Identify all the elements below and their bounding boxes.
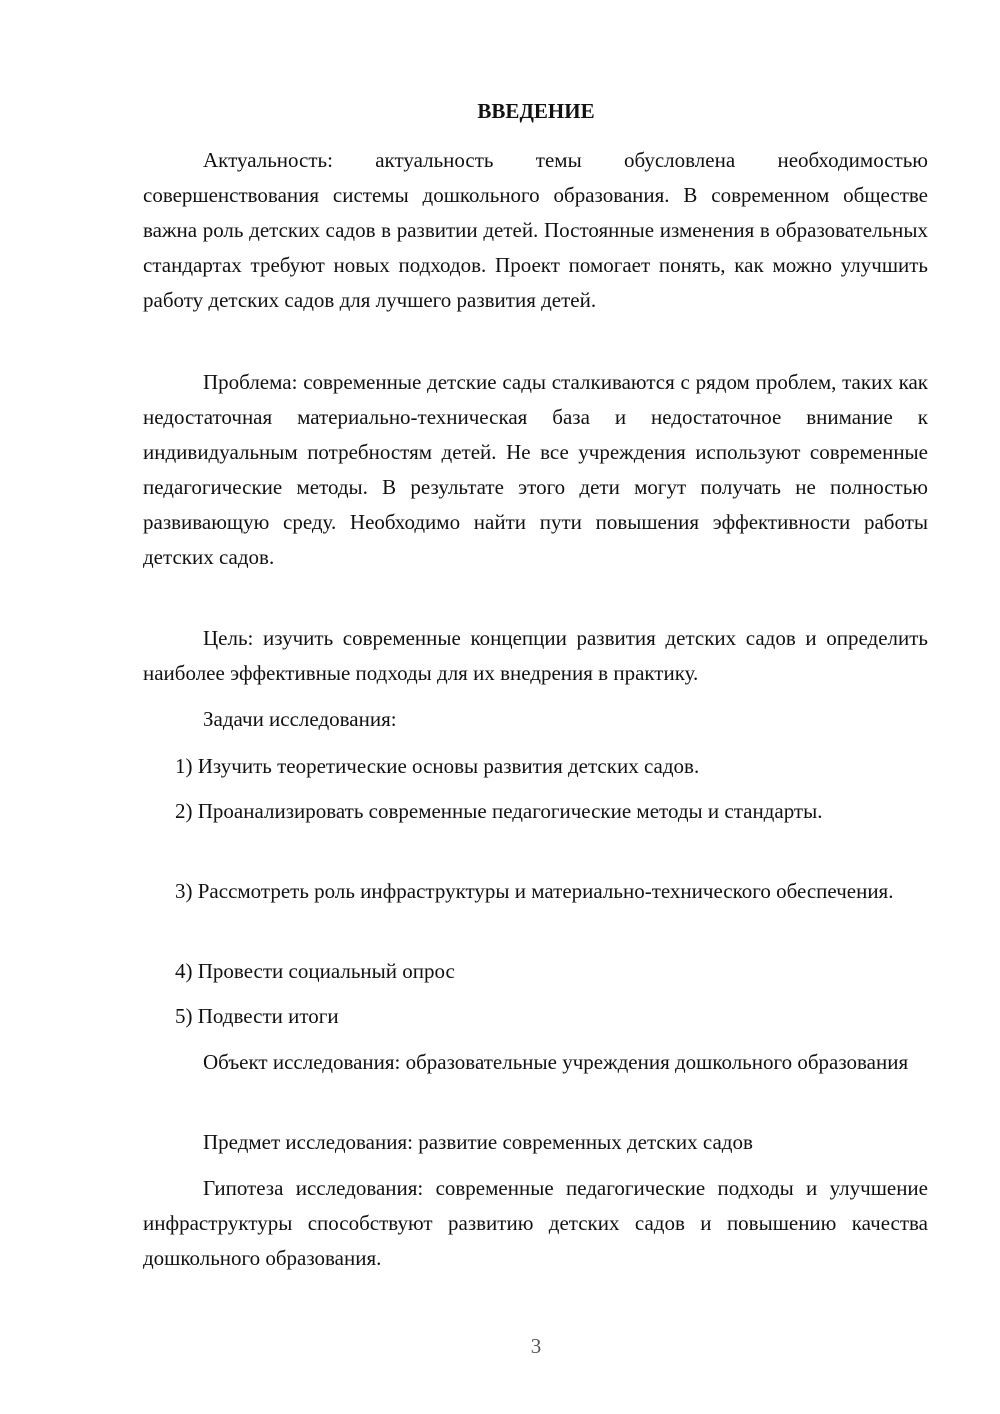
tasks-heading: Задачи исследования: (203, 707, 397, 731)
task-item-1: 1) Изучить теоретические основы развития детских садов. (175, 754, 700, 778)
page-title: ВВЕДЕНИЕ (477, 99, 595, 123)
task-item-3: 3) Рассмотреть роль инфраструктуры и материально-технического обеспечения. (175, 879, 894, 903)
paragraph-problem: Проблема: современные детские сады сталкиваются с рядом проблем, таких как недостаточная материально-техническая база и недостаточное внимание к индивидуальным потребностям детей. Не все учреждения используют современные педагогические методы. В результате этого дети могут получать не полностью развивающую среду. Необходимо найти пути повышения эффективности работы детских садов. (143, 370, 928, 569)
task-item-5: 5) Подвести итоги (175, 1004, 339, 1028)
paragraph-hypothesis: Гипотеза исследования: современные педагогические подходы и улучшение инфраструктуры способствуют развитию детских садов и повышению качества дошкольного образования. (143, 1176, 928, 1270)
page-number: 3 (530, 1334, 542, 1358)
task-item-2: 2) Проанализировать современные педагогические методы и стандарты. (175, 799, 823, 823)
paragraph-relevance: Актуальность: актуальность темы обусловлена необходимостью совершенствования системы дошкольного образования. В современном обществе важна роль детских садов в развитии детей. Постоянные изменения в образовательных стандартах требуют новых подходов. Проект помогает понять, как можно улучшить работу детских садов для лучшего развития детей. (143, 148, 928, 312)
paragraph-goal: Цель: изучить современные концепции развития детских садов и определить наиболее эффективные подходы для их внедрения в практику. (143, 626, 928, 685)
paragraph-object: Объект исследования: образовательные учреждения дошкольного образования (203, 1050, 909, 1074)
task-item-4: 4) Провести социальный опрос (175, 959, 455, 983)
paragraph-subject: Предмет исследования: развитие современных детских садов (203, 1130, 753, 1154)
